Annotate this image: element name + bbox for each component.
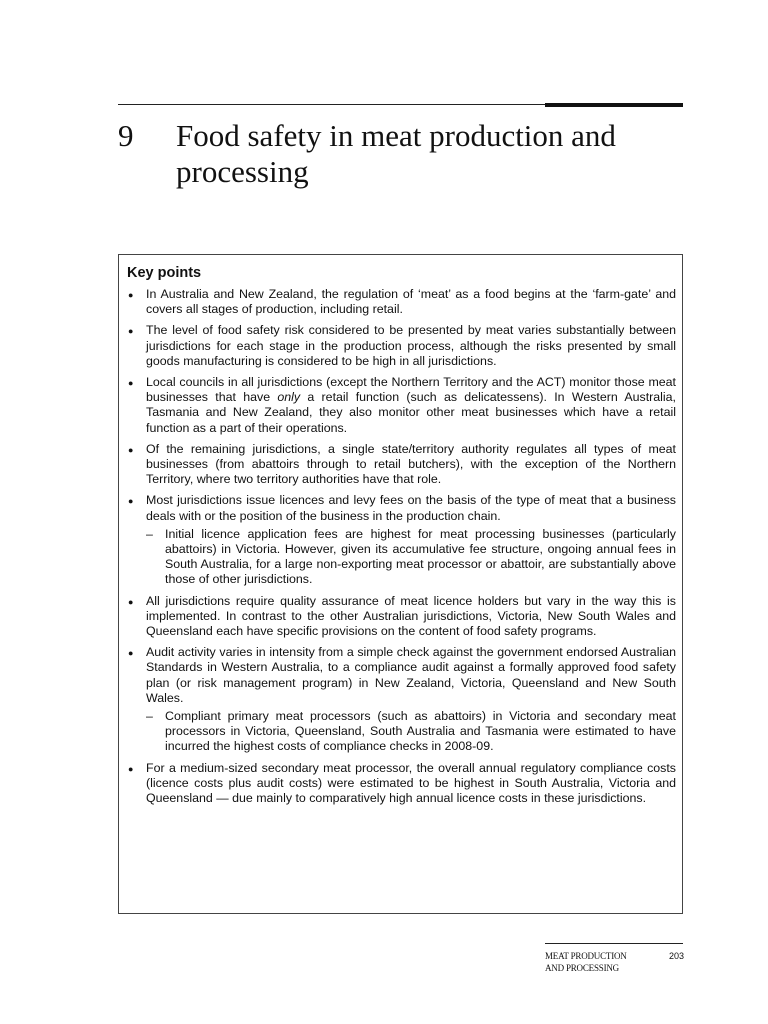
key-point: [119, 375, 684, 436]
key-point: [119, 442, 684, 488]
key-point: [119, 594, 684, 640]
key-point-text: The level of food safety risk considered to be presented by meat varies substantially between jurisdictions for each stage in the production process, although the risks presented by small goods manufacturing is considered to be high in all jurisdictions.: [146, 323, 676, 368]
footer-section-title: [545, 950, 655, 974]
key-points-box: [118, 254, 683, 914]
key-point: [119, 323, 684, 369]
key-subpoint: [146, 527, 676, 588]
header-rule: [118, 104, 545, 105]
footer-rule: [545, 943, 683, 944]
page-number: 203: [668, 951, 684, 961]
key-subpoint: [146, 709, 676, 755]
header-rule-accent: [545, 103, 683, 107]
key-point-text: Most jurisdictions issue licences and levy fees on the basis of the type of meat that a business deals with or the position of the business in the production chain.: [146, 493, 676, 523]
key-points-heading: Key points: [127, 265, 202, 281]
key-point-text-end: a retail function (such as delicatessens). In Western Australia, Tasmania and New Zealand, they also monitor other meat businesses which have a retail function as a part of their operations.: [146, 390, 676, 435]
key-subpoint-text: Compliant primary meat processors (such as abattoirs) in Victoria and secondary meat processors in Victoria, Queensland, South Australia and Tasmania were estimated to have incurred the highest costs of compliance checks in 2008-09.: [165, 709, 676, 754]
key-point-text: [146, 375, 676, 435]
dash-icon: –: [146, 709, 153, 724]
chapter-title: Food safety in meat production and processing: [176, 118, 616, 189]
key-point-text: Of the remaining jurisdictions, a single state/territory authority regulates all types of meat businesses (from abattoirs through to retail butchers), with the exception of the Northern Territory, where two territory authorities have that role.: [146, 441, 676, 487]
key-point-text: For a medium-sized secondary meat processor, the overall annual regulatory compliance costs (licence costs plus audit costs) were estimated to be highest in South Australia, Victoria and Queensland — due mainly to comparatively high annual licence costs in these jurisdictions.: [146, 760, 676, 806]
key-point: [119, 287, 684, 317]
footer-section-line: MEAT PRODUCTION: [545, 951, 627, 961]
key-point-text: In Australia and New Zealand, the regulation of ‘meat’ as a food begins at the ‘farm-gate’ and covers all stages of production, including retail.: [146, 287, 676, 317]
key-point: [119, 761, 684, 807]
key-point: [119, 645, 684, 754]
bullet-icon: ●: [128, 378, 134, 389]
dash-icon: –: [146, 526, 153, 541]
bullet-icon: ●: [128, 326, 134, 337]
chapter-number: 9: [118, 118, 134, 153]
bullet-icon: ●: [128, 596, 134, 607]
bullet-icon: ●: [128, 648, 134, 659]
bullet-icon: ●: [128, 290, 134, 300]
key-subpoint-text: Initial licence application fees are highest for meat processing businesses (particularly abattoirs) in Victoria. However, given its accumulative fee structure, ongoing annual fees in South Australia, for a large non-exporting meat processor or abattoir, are substantially above those of other jurisdictions.: [165, 526, 676, 587]
key-point-emphasis: only: [277, 390, 301, 405]
key-point-text: All jurisdictions require quality assurance of meat licence holders but vary in the way this is implemented. In contrast to the other Australian jurisdictions, Victoria, New South Wales and Queensland each have specific provisions on the content of food safety programs.: [146, 593, 676, 639]
key-points-list: [119, 287, 684, 812]
bullet-icon: ●: [128, 763, 134, 774]
key-point-text: Audit activity varies in intensity from a simple check against the government endorsed Australian Standards in Western Australia, to a compliance audit against a formally approved food safety plan (or risk management program) in New Zealand, Victoria, Queensland and New South Wales.: [146, 645, 676, 705]
bullet-icon: ●: [128, 444, 134, 455]
footer-section-line: AND PROCESSING: [545, 963, 619, 973]
bullet-icon: ●: [128, 496, 134, 507]
key-point-text-start: Local councils in all jurisdictions (except the Northern Territory and the ACT) monitor those meat businesses that have: [146, 375, 676, 405]
key-point: [119, 493, 684, 587]
